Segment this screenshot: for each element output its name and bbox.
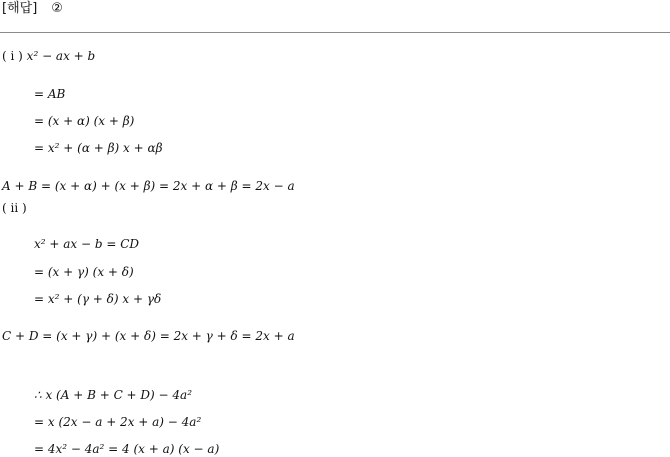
part2-step-1: x² + ax − b = CD — [34, 237, 140, 251]
part1-step-2: = (x + α) (x + β) — [34, 114, 135, 128]
answer-header — [2, 0, 63, 18]
conclusion-step-3: = 4x² − 4a² = 4 (x + a) (x − a) — [34, 442, 220, 456]
part2-step-3: = x² + (γ + δ) x + γδ — [34, 292, 162, 306]
part1-sum: A + B = (x + α) + (x + β) = 2x + α + β = 2x − a — [2, 179, 295, 193]
divider — [0, 32, 670, 33]
answer-choice: ② — [51, 1, 63, 16]
part1-label: ( i ) — [2, 49, 23, 63]
part1-step-1: = AB — [34, 87, 66, 101]
conclusion-step-2: = x (2x − a + 2x + a) − 4a² — [34, 415, 202, 429]
part2-label: ( ii ) — [2, 201, 27, 215]
part2-sum: C + D = (x + γ) + (x + δ) = 2x + γ + δ = 2x + a — [2, 329, 295, 343]
part1-line — [2, 48, 95, 64]
answer-title: [해답] — [2, 1, 38, 16]
conclusion-step-1: ∴ x (A + B + C + D) − 4a² — [34, 388, 193, 402]
part1-step-3: = x² + (α + β) x + αβ — [34, 141, 163, 155]
part2-step-2: = (x + γ) (x + δ) — [34, 265, 134, 279]
part1-expression: x² − ax + b — [26, 49, 96, 63]
